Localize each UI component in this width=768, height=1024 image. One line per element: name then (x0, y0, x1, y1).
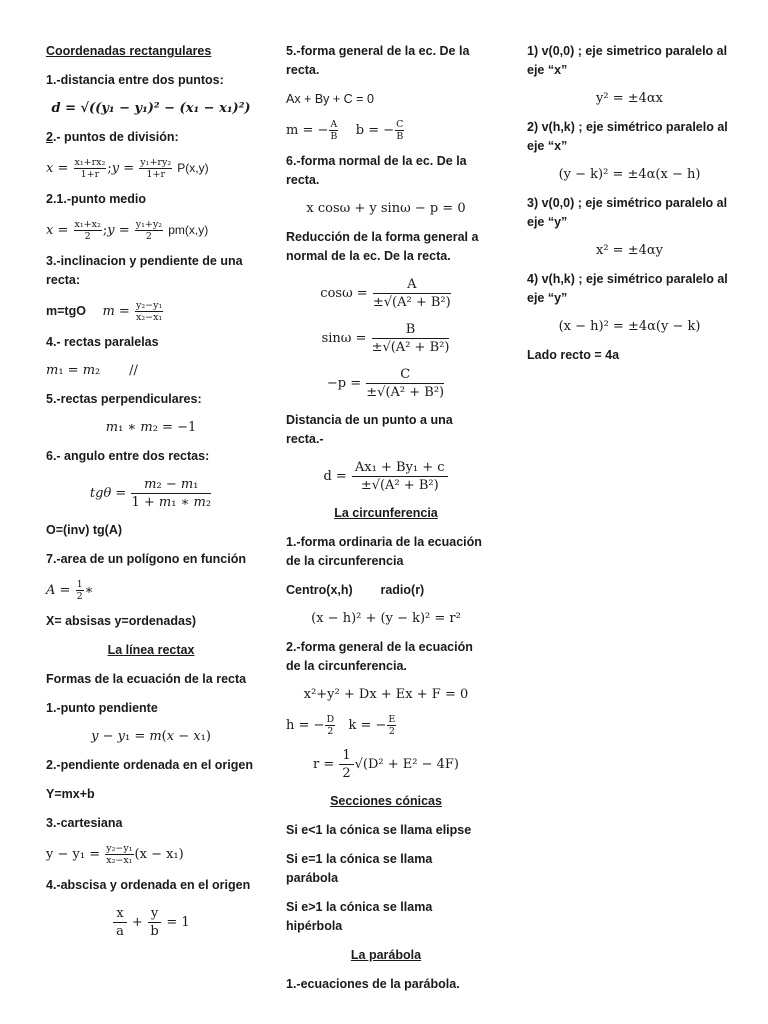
formula-sin: sinω = $\frac{B}{\text{±√(A² + B²)}}$ (321, 322, 450, 355)
centro-radio: Centro(x,h) radio(r) (286, 583, 425, 597)
formula-distancia: d = √((y₁ − y₁)² − (x₁ − x₁)²) (51, 101, 251, 116)
area-abscisas: X= absisas y=ordenadas) (46, 614, 197, 628)
formula-forma-normal: x cosω + y sinω − p = 0 (306, 201, 466, 216)
formula-punto-medio: x = $\frac{\text{x₁+x₂}}{2}$ ;y = $\frac{\text{y₁+y₂}}{2}$ pm(x,y) (46, 219, 209, 242)
section-area: 7.-area de un polígono en función (46, 552, 247, 566)
parabola-caso-2: 2) v(h,k) ; eje simétrico paralelo al eje “x” (527, 120, 728, 153)
formula-parabola-2: (y − k)² = ±4α(x − h) (558, 167, 701, 182)
formula-forma-general: Ax + By + C = 0 (286, 92, 374, 106)
section-punto-pendiente: 1.-punto pendiente (46, 701, 158, 715)
section-punto-medio: 2.1.-punto medio (46, 192, 146, 206)
conica-parabola: Si e=1 la cónica se llama parábola (286, 852, 433, 885)
formula-pendiente-ordenada: Y=mx+b (46, 787, 95, 801)
section-forma-general: 5.-forma general de la ec. De la recta. (286, 44, 470, 77)
parabola-caso-3: 3) v(0,0) ; eje simétrico paralelo al eje “y” (527, 196, 728, 229)
column-3 (527, 42, 732, 375)
heading-linea-recta: La línea rectax (107, 643, 195, 657)
heading-coordenadas: Coordenadas rectangulares (46, 44, 212, 58)
heading-circunferencia: La circunferencia (334, 506, 438, 520)
formula-angulo: tgθ = $\frac{\text{m₂ − m₁}}{\text{1 + m₁ ∗ m₂}}$ (89, 477, 212, 510)
formula-division: x = $\frac{\text{x₁+rx₂}}{1+r}$ ;y = $\frac{\text{y₁+ry₂}}{1+r}$ P(x,y) (46, 157, 209, 180)
formula-distancia-recta: d = $\frac{\text{Ax₁ + By₁ + c}}{\text{±√(A² + B²)}}$ (286, 459, 486, 494)
angulo-inverso: O=(inv) tg(A) (46, 523, 123, 537)
formula-punto-pendiente: y − y₁ = m(x − x₁) (91, 729, 211, 744)
formula-m-b: m = − $\frac{A}{B}$ b = − $\frac{C}{B}$ (286, 119, 404, 142)
heading-conicas: Secciones cónicas (330, 794, 442, 808)
section-cartesiana: 3.-cartesiana (46, 816, 123, 830)
section-pendiente-ordenada: 2.-pendiente ordenada en el origen (46, 758, 253, 772)
formula-cos: cosω = $\frac{A}{\text{±√(A² + B²)}}$ (320, 277, 451, 310)
section-paralelas: 4.- rectas paralelas (46, 335, 159, 349)
section-distancia-recta: Distancia de un punto a una recta.- (286, 413, 453, 446)
section-reduccion: Reducción de la forma general a normal de la ec. De la recta. (286, 230, 479, 263)
column-2 (286, 42, 486, 1004)
lado-recto: Lado recto = 4a (527, 348, 620, 362)
conica-hiperbola: Si e>1 la cónica se llama hipérbola (286, 900, 433, 933)
section-division: 2.- puntos de división: (46, 130, 179, 144)
conica-elipse: Si e<1 la cónica se llama elipse (286, 823, 472, 837)
section-perpendiculares: 5.-rectas perpendiculares: (46, 392, 202, 406)
section-forma-general-circ: 2.-forma general de la ecuación de la circunferencia. (286, 640, 473, 673)
formula-abscisa-ordenada: $\frac{x}{a}$ + $\frac{y}{b}$ = 1 (46, 905, 256, 940)
formula-area: A = $\frac{1}{2}$ ∗ (46, 579, 94, 602)
section-angulo: 6.- angulo entre dos rectas: (46, 449, 210, 463)
section-forma-normal: 6.-forma normal de la ec. De la recta. (286, 154, 467, 187)
formula-parabola-4: (x − h)² = ±4α(y − k) (558, 319, 701, 334)
formula-cartesiana: y − y₁ = $\frac{\text{y₂−y₁}}{\text{x₂−x₁}}$ (x − x₁) (46, 843, 184, 866)
parabola-caso-4: 4) v(h,k) ; eje simétrico paralelo al eje “y” (527, 272, 728, 305)
column-1 (46, 42, 256, 950)
formula-circ-ordinaria: (x − h)² + (y − k)² = r² (311, 611, 461, 626)
formula-radio: r = $\frac{1}{2}$ √(D² + E² − 4F) (312, 748, 460, 781)
formula-circ-general: x²+y² + Dx + Ex + F = 0 (303, 687, 469, 702)
formula-h-k: h = − $\frac{D}{2}$ k = − $\frac{E}{2}$ (286, 714, 396, 737)
formula-parabola-1: y² = ±4αx (596, 91, 663, 106)
formas-recta: Formas de la ecuación de la recta (46, 672, 247, 686)
section-pendiente: 3.-inclinacion y pendiente de una recta: (46, 254, 243, 287)
parabola-caso-1: 1) v(0,0) ; eje simetrico paralelo al eje “x” (527, 44, 728, 77)
section-distancia: 1.-distancia entre dos puntos: (46, 73, 224, 87)
formula-p: −p = $\frac{C}{\text{±√(A² + B²)}}$ (326, 367, 445, 400)
formula-paralelas: m₁ = m₂ // (46, 363, 138, 378)
section-abscisa-ordenada: 4.-abscisa y ordenada en el origen (46, 878, 251, 892)
section-ecuaciones-parabola: 1.-ecuaciones de la parábola. (286, 977, 460, 991)
heading-parabola: La parábola (350, 948, 422, 962)
formula-perpendiculares: m₁ ∗ m₂ = −1 (105, 420, 197, 435)
formula-parabola-3: x² = ±4αy (596, 243, 663, 258)
section-forma-ordinaria: 1.-forma ordinaria de la ecuación de la circunferencia (286, 535, 482, 568)
formula-pendiente: m=tgO m = $\frac{\text{y₂−y₁}}{\text{x₂−x₁}}$ (46, 300, 163, 323)
